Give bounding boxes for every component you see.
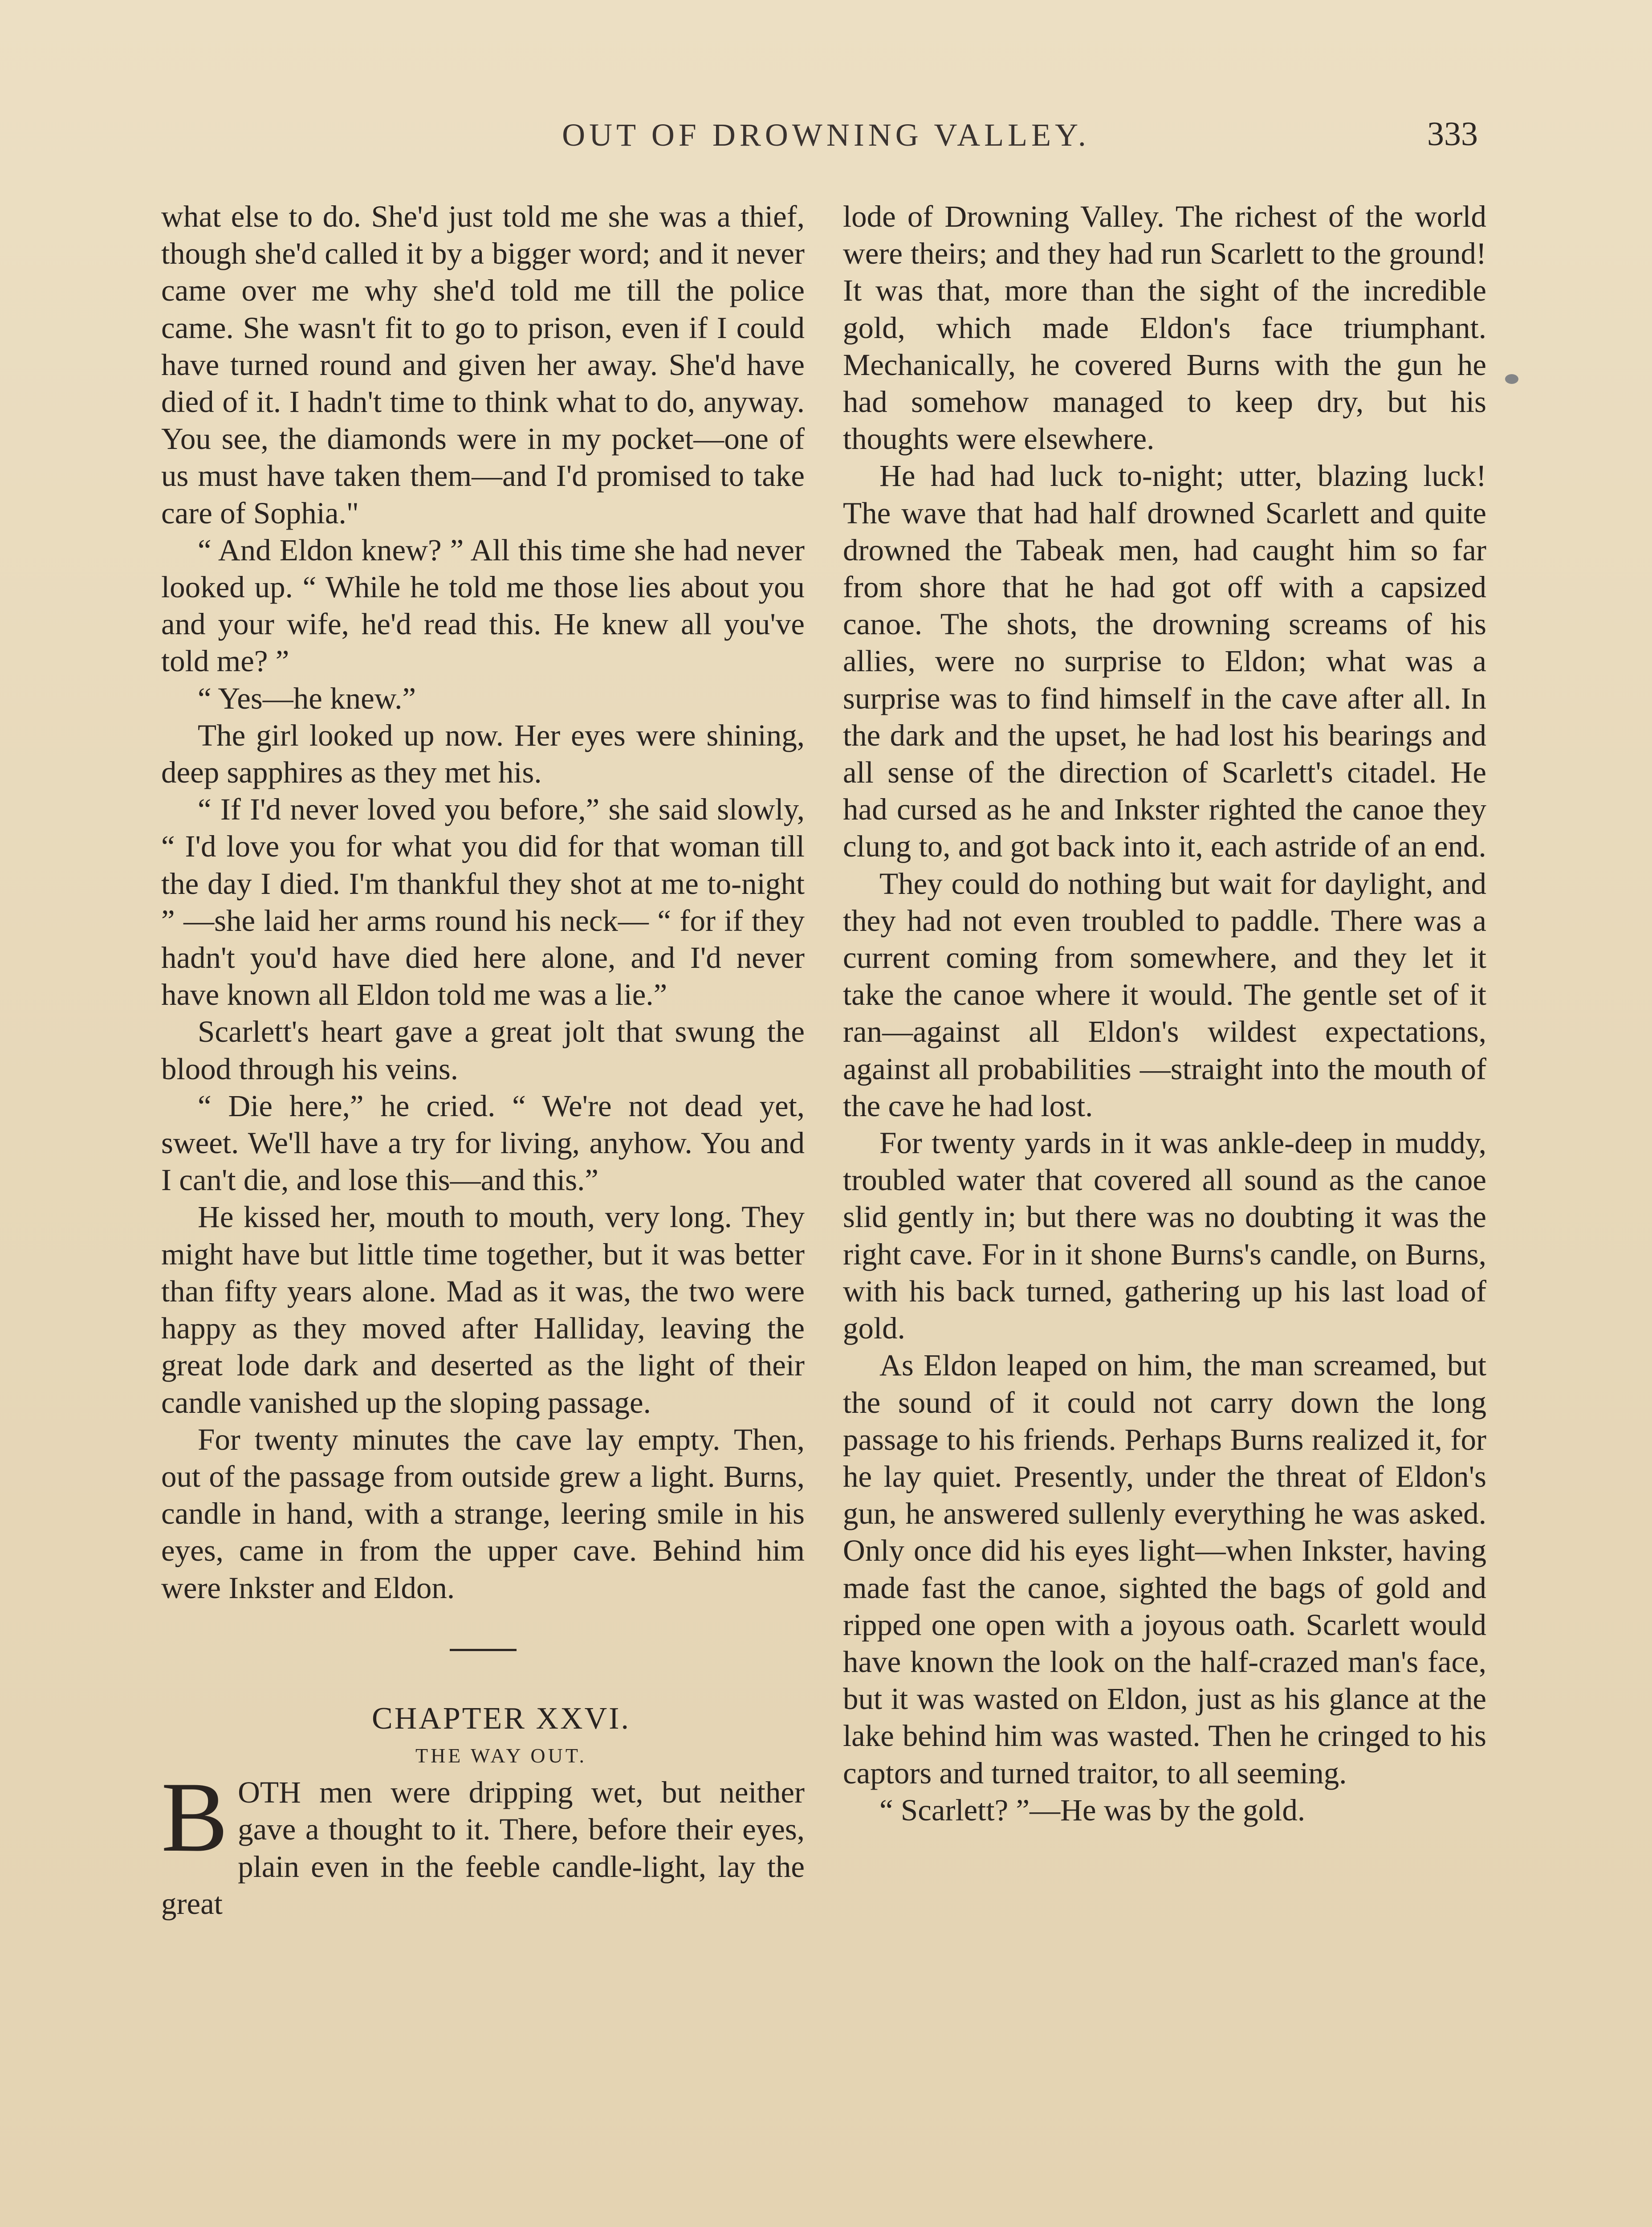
paragraph: He had had luck to-night; utter, blazing luck! The wave that had half drowned Scarlett and quite drowned the Tabeak men, had caught him so far from shore that he had got off with a capsized canoe. The shots, the drowning screams of his allies, were no surprise to Eldon; what was a surprise was to find himself in the cave after all. In the dark and the upset, he had lost his bearings and all sense of the direction of Scarlett's citadel. He had cursed as he and Inkster righted the canoe they clung to, and got back into it, each astride of an end. [843, 459, 1486, 864]
running-head: OUT OF DROWNING VALLEY. [562, 117, 1090, 153]
chapter-opening-text: OTH men were dripping wet, but neither gave a thought to it. There, before their eyes, plain even in the feeble candle-light, lay the great [161, 1775, 805, 1921]
paragraph: “ Yes—he knew.” [198, 681, 416, 715]
drop-cap: B [161, 1761, 228, 1873]
paragraph: The girl looked up now. Her eyes were shining, deep sapphires as they met his. [161, 718, 805, 790]
chapter-opening-paragraph [161, 1761, 805, 1922]
left-column [161, 198, 805, 1922]
paragraph: what else to do. She'd just told me she was a thief, though she'd called it by a bigger word; and it never came over me why she'd told me till the police came. She wasn't fit to go to prison, even if I could have turned round and given her away. She'd have died of it. I hadn't time to think what to do, anyway. You see, the diamonds were in my pocket—one of us must have taken them—and I'd promised to take care of Sophia." [161, 200, 805, 530]
paragraph: “ And Eldon knew? ” All this time she had never looked up. “ While he told me those lies about you and your wife, he'd read this. He knew all you've told me? ” [161, 533, 805, 678]
page-number: 333 [1427, 115, 1478, 153]
chapter-title: CHAPTER XXVI. [372, 1701, 631, 1736]
section-rule [450, 1649, 517, 1651]
paragraph: For twenty yards in it was ankle-deep in muddy, troubled water that covered all sound as the canoe slid gently in; but there was no doubting it was the right cave. For in it shone Burns's candle, on Burns, with his back turned, gathering up his last load of gold. [843, 1126, 1486, 1346]
paragraph: As Eldon leaped on him, the man screamed, but the sound of it could not carry down the long passage to his friends. Perhaps Burns realized it, for he lay quiet. Presently, under the threat of Eldon's gun, he answered sullenly everything he was asked. Only once did his eyes light—when Inkster, having made fast the canoe, sighted the bags of gold and ripped one open with a joyous oath. Scarlett would have known the look on the half-crazed man's face, but it was wasted on Eldon, just as his glance at the lake behind him was wasted. Then he cringed to his captors and turned traitor, to all seeming. [843, 1348, 1486, 1790]
paragraph: “ If I'd never loved you before,” she said slowly, “ I'd love you for what you did for that woman till the day I died. I'm thankful they shot at me to-night ” —she laid her arms round his neck— “ for if they hadn't you'd have died here alone, and I'd never have known all Eldon told me was a lie.” [161, 792, 805, 1012]
chapter-subtitle: THE WAY OUT. [415, 1744, 587, 1767]
paragraph: For twenty minutes the cave lay empty. Then, out of the passage from outside grew a light. Burns, candle in hand, with a strange, leering smile in his eyes, came in from the upper cave. Behind him were Inkster and Eldon. [161, 1422, 805, 1605]
paragraph: “ Die here,” he cried. “ We're not dead yet, sweet. We'll have a try for living, anyhow. You and I can't die, and lose this—and this.” [161, 1089, 805, 1197]
paragraph: “ Scarlett? ”—He was by the gold. [879, 1793, 1306, 1827]
paragraph: They could do nothing but wait for daylight, and they had not even troubled to paddle. There was a current coming from somewhere, and they let it take the canoe where it would. The gentle set of it ran—against all Eldon's wildest expectations, against all probabilities —straight into the mouth of the cave he had lost. [843, 866, 1486, 1123]
paragraph: lode of Drowning Valley. The richest of the world were theirs; and they had run Scarlett to the ground! It was that, more than the sight of the incredible gold, which made Eldon's face triumphant. Mechanically, he covered Burns with the gun he had somehow managed to keep dry, but his thoughts were elsewhere. [843, 200, 1486, 456]
paragraph: Scarlett's heart gave a great jolt that swung the blood through his veins. [161, 1015, 805, 1086]
right-column [843, 198, 1486, 1829]
ink-spot [1505, 374, 1518, 384]
paragraph: He kissed her, mouth to mouth, very long. They might have but little time together, but it was better than fifty years alone. Mad as it was, the two were happy as they moved after Halliday, leaving the great lode dark and deserted as the light of their candle vanished up the sloping passage. [161, 1200, 805, 1419]
